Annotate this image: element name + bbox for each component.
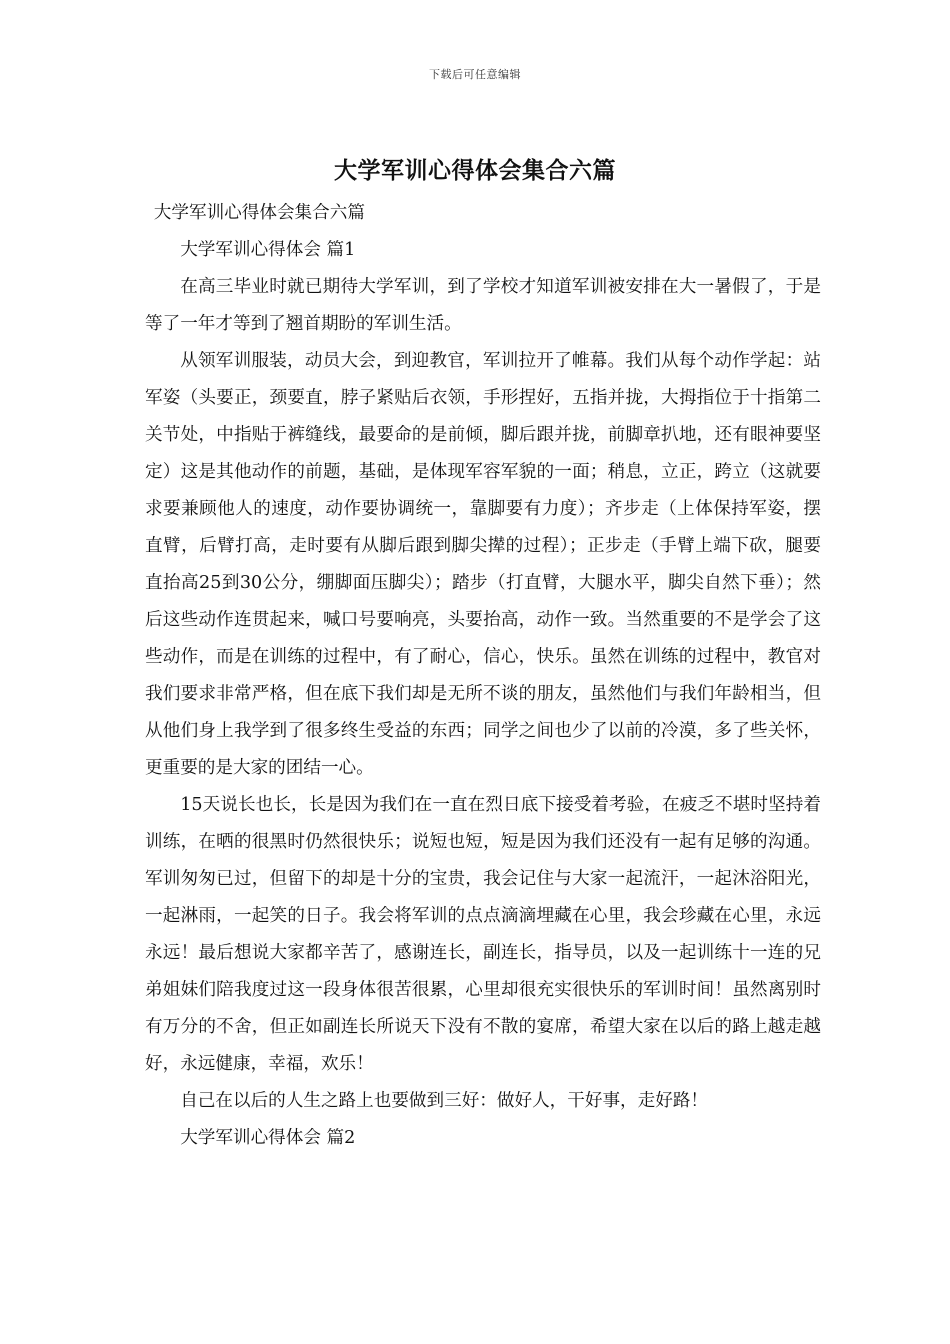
- section-heading-1: 大学军训心得体会 篇1: [180, 240, 356, 260]
- document-title: 大学军训心得体会集合六篇: [334, 157, 616, 184]
- paragraph: 在高三毕业时就已期待大学军训，到了学校才知道军训被安排在大一暑假了，于是等了一年才等到了翘首期盼的军训生活。: [145, 277, 821, 334]
- document-body: [145, 195, 821, 1157]
- section-heading-2: 大学军训心得体会 篇2: [180, 1128, 356, 1148]
- paragraph: 自己在以后的人生之路上也要做到三好：做好人，干好事，走好路！: [180, 1091, 709, 1111]
- document-subtitle: 大学军训心得体会集合六篇: [153, 203, 365, 223]
- paragraph: 从领军训服装，动员大会，到迎教官，军训拉开了帷幕。我们从每个动作学起：站军姿（头要正，颈要直，脖子紧贴后衣领，手形捏好，五指并拢，大拇指位于十指第二关节处，中指贴于裤缝线，最要命的是前倾，脚后跟并拢，前脚章扒地，还有眼神要坚定）这是其他动作的前题，基础，是体现军容军貌的一面；稍息，立正，跨立（这就要求要兼顾他人的速度，动作要协调统一，靠脚要有力度）；齐步走（上体保持军姿，摆直臂，后臂打高，走时要有从脚后跟到脚尖撵的过程）；正步走（手臂上端下砍，腿要直抬高25到30公分，绷脚面压脚尖）；踏步（打直臂，大腿水平，脚尖自然下垂）；然后这些动作连贯起来，喊口号要响亮，头要抬高，动作一致。当然重要的不是学会了这些动作，而是在训练的过程中，有了耐心，信心，快乐。虽然在训练的过程中，教官对我们要求非常严格，但在底下我们却是无所不谈的朋友，虽然他们与我们年龄相当，但从他们身上我学到了很多终生受益的东西；同学之间也少了以前的冷漠，多了些关怀，更重要的是大家的团结一心。: [145, 351, 821, 778]
- paragraph: 15天说长也长，长是因为我们在一直在烈日底下接受着考验，在疲乏不堪时坚持着训练，在晒的很黑时仍然很快乐；说短也短，短是因为我们还没有一起有足够的沟通。军训匆匆已过，但留下的却是十分的宝贵，我会记住与大家一起流汗，一起沐浴阳光，一起淋雨，一起笑的日子。我会将军训的点点滴滴埋藏在心里，我会珍藏在心里，永远永远！最后想说大家都辛苦了，感谢连长，副连长，指导员，以及一起训练十一连的兄弟姐妹们陪我度过这一段身体很苦很累，心里却很充实很快乐的军训时间！虽然离别时有万分的不舍，但正如副连长所说天下没有不散的宴席，希望大家在以后的路上越走越好，永远健康，幸福，欢乐！: [145, 795, 821, 1074]
- page-header-note: 下载后可任意编辑: [429, 68, 521, 81]
